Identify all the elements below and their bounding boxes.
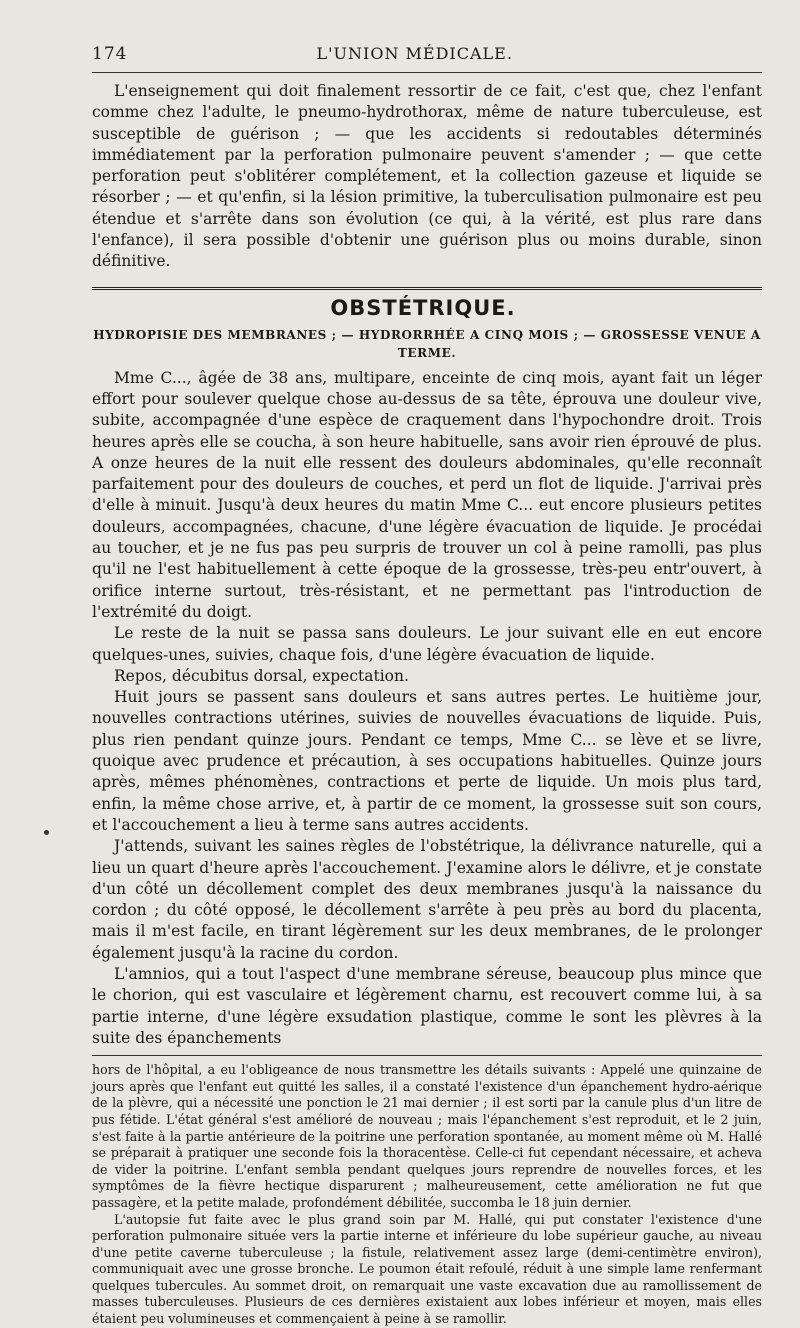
footnote-paragraph: L'autopsie fut faite avec le plus grand soin par M. Hallé, qui put constater l'existence d'une perforation pulmonaire située vers la partie interne et inférieure du lobe supérieur gauche, au niveau d'une petite caverne tuberculeuse ; la fistule, relativement assez large (demi-centimètre environ), communiquait avec une grosse bronche. Le poumon était refoulé, réduit à une simple lame renfermant quelques tubercules. Au sommet droit, on remarquait une vaste excavation due au ramollissement de masses tuberculeuses. Plusieurs de ces dernières existaient aux lobes inférieur et moyen, mais elles étaient peu volumineuses et commençaient à peine à se ramollir. [92,1211,762,1327]
footnote-paragraph: hors de l'hôpital, a eu l'obligeance de nous transmettre les détails suivants : Appelé une quinzaine de jours après que l'enfant eut quitté les salles, il a constaté l'existence d'un épanchement hydro-aérique de la plèvre, qui a nécessité une ponction le 21 mai dernier ; il est sorti par la canule plus d'un litre de pus fétide. L'état général s'est amélioré de nouveau ; mais l'épanchement s'est reproduit, et le 2 juin, s'est faite à la partie antérieure de la poitrine une perforation spontanée, au moment même où M. Hallé se préparait à pratiquer une seconde fois la thoracentèse. Celle-ci fut cependant nécessaire, et acheva de vider la poitrine. L'enfant sembla pendant quelques jours reprendre de nouvelles forces, et les symptômes de la fièvre hectique disparurent ; malheureusement, cette amélioration ne fut que passagère, et la petite malade, profondément débilitée, succomba le 18 juin dernier. [92,1062,762,1210]
footnote [92,1062,762,1328]
article-title: HYDROPISIE DES MEMBRANES ; — HYDRORRHÉE A CINQ MOIS ; — GROSSESSE VENUE A TERME. [93,327,761,360]
paragraph: Repos, décubitus dorsal, expectation. [114,666,409,685]
header-rule [92,72,762,73]
margin-mark [44,830,49,835]
page-number: 174 [92,44,128,64]
paragraph: L'amnios, qui a tout l'aspect d'une membrane séreuse, beaucoup plus mince que le chorion, qui est vasculaire et légèrement charnu, est recouvert comme lui, à sa partie interne, d'une légère exsudation plastique, comme le sont les plèvres à la suite des épanchements [92,964,762,1047]
paragraph: Huit jours se passent sans douleurs et sans autres pertes. Le huitième jour, nouvelles contractions utérines, suivies de nouvelles évacuations de liquide. Puis, plus rien pendant quinze jours. Pendant ce temps, Mme C... se lève et se livre, quoique avec prudence et précaution, à ses occupations habituelles. Quinze jours après, mêmes phénomènes, contractions et perte de liquide. Un mois plus tard, enfin, la même chose arrive, et, à partir de ce moment, la grossesse suit son cours, et l'accouchement a lieu à terme sans autres accidents. [92,688,762,834]
paragraph: Mme C..., âgée de 38 ans, multipare, enceinte de cinq mois, ayant fait un léger effort pour soulever quelque chose au-dessus de sa tête, éprouva une douleur vive, subite, accompagnée d'une espèce de craquement dans l'hypochondre droit. Trois heures après elle se coucha, à son heure habituelle, sans avoir rien éprouvé de plus. A onze heures de la nuit elle ressent des douleurs abdominales, qu'elle reconnaît parfaitement pour des douleurs de couches, et perd un flot de liquide. J'arrivai près d'elle à minuit. Jusqu'à deux heures du matin Mme C... eut encore plusieurs petites douleurs, accompagnées, chacune, d'une légère évacuation de liquide. Je procédai au toucher, et je ne fus pas peu surpris de trouver un col à peine ramolli, pas plus qu'il ne l'est habituellement à cette époque de la grossesse, très-peu entr'ouvert, à orifice interne surtout, très-résistant, et ne permettant pas l'introduction de l'extrémité du doigt. [92,368,762,621]
intro-paragraph: L'enseignement qui doit finalement ressortir de ce fait, c'est que, chez l'enfant comme chez l'adulte, le pneumo-hydrothorax, même de nature tuberculeuse, est susceptible de guérison ; — que les accidents si redoutables déterminés immédiatement par la perforation pulmonaire peuvent s'amender ; — que cette perforation peut s'oblitérer complétement, et la collection gazeuse et liquide se résorber ; — et qu'enfin, si la lésion primitive, la tuberculisation pulmonaire est peu étendue et s'arrête dans son évolution (ce qui, à la vérité, est plus rare dans l'enfance), il sera possible d'obtenir une guérison plus ou moins durable, sinon définitive. [92,82,762,271]
paragraph: Le reste de la nuit se passa sans douleurs. Le jour suivant elle en eut encore quelques-unes, suivies, chaque fois, d'une légère évacuation de liquide. [92,624,762,664]
paragraph: J'attends, suivant les saines règles de l'obstétrique, la délivrance naturelle, qui a lieu un quart d'heure après l'accouchement. J'examine alors le délivre, et je constate d'un côté un décollement complet des deux membranes jusqu'à la naissance du cordon ; du côté opposé, le décollement s'arrête à peu près au bord du placenta, mais il m'est facile, en tirant légèrement sur les deux membranes, de le prolonger également jusqu'à la racine du cordon. [92,837,762,962]
page-header [92,44,762,64]
section-title: OBSTÉTRIQUE. [330,295,516,320]
section-rule [92,287,762,290]
footnote-rule [92,1055,762,1056]
main-text [92,81,762,1049]
journal-title: L'UNION MÉDICALE. [316,44,513,63]
